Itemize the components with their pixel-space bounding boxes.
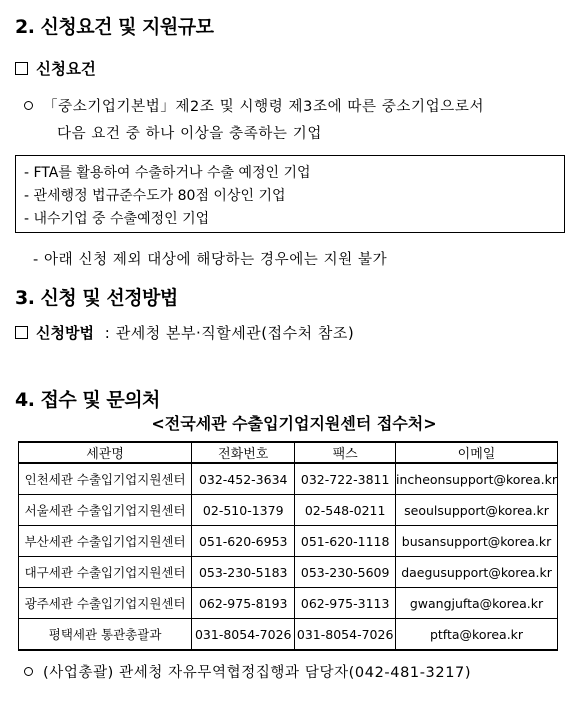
exclusion-note: - 아래 신청 제외 대상에 해당하는 경우에는 지원 불가 — [33, 252, 388, 268]
email: gwangjufta@korea.kr — [396, 588, 558, 619]
fax: 02-548-0211 — [295, 495, 396, 526]
section4-heading: 4. 접수 및 문의처 — [15, 389, 160, 411]
requirement-item: - 관세행정 법규준수도가 80점 이상인 기업 — [24, 188, 286, 204]
column-header: 세관명 — [19, 442, 192, 463]
fax: 062-975-3113 — [295, 588, 396, 619]
table-row — [19, 557, 558, 588]
footer-contact — [24, 661, 471, 682]
method-value: 관세청 본부·직할세관(접수처 참조) — [115, 324, 355, 342]
requirements-intro-line2: 다음 요건 중 하나 이상을 충족하는 기업 — [57, 126, 322, 142]
table-header-row — [19, 442, 558, 463]
office-name: 서울세관 수출입기업지원센터 — [19, 495, 192, 526]
section2-heading: 2. 신청요건 및 지원규모 — [15, 16, 214, 38]
phone: 053-230-5183 — [192, 557, 295, 588]
checkbox-square-icon — [15, 326, 28, 339]
column-header: 팩스 — [295, 442, 396, 463]
circle-bullet-icon — [24, 101, 33, 110]
method-separator: : — [104, 324, 110, 342]
table-row — [19, 463, 558, 495]
intro-line1-text: 「중소기업기본법」제2조 및 시행령 제3조에 따른 중소기업으로서 — [43, 99, 485, 115]
office-name: 대구세관 수출입기업지원센터 — [19, 557, 192, 588]
office-name: 인천세관 수출입기업지원센터 — [19, 463, 192, 495]
email: incheonsupport@korea.kr — [396, 463, 558, 495]
table-row — [19, 619, 558, 651]
fax: 032-722-3811 — [295, 463, 396, 495]
email: seoulsupport@korea.kr — [396, 495, 558, 526]
phone: 031-8054-7026 — [192, 619, 295, 651]
contact-table — [18, 441, 558, 651]
column-header: 전화번호 — [192, 442, 295, 463]
circle-bullet-icon — [24, 667, 33, 676]
table-row — [19, 495, 558, 526]
method-label: 신청방법 — [36, 324, 94, 342]
fax: 051-620-1118 — [295, 526, 396, 557]
table-row — [19, 588, 558, 619]
email: daegusupport@korea.kr — [396, 557, 558, 588]
table-row — [19, 526, 558, 557]
table-title: <전국세관 수출입기업지원센터 접수처> — [151, 414, 437, 433]
office-name: 평택세관 통관총괄과 — [19, 619, 192, 651]
fax: 053-230-5609 — [295, 557, 396, 588]
requirements-title-text: 신청요건 — [36, 60, 96, 78]
email: busansupport@korea.kr — [396, 526, 558, 557]
requirement-item: - FTA를 활용하여 수출하거나 수출 예정인 기업 — [24, 165, 311, 181]
office-name: 광주세관 수출입기업지원센터 — [19, 588, 192, 619]
requirements-title — [15, 57, 96, 79]
phone: 02-510-1379 — [192, 495, 295, 526]
requirement-item: - 내수기업 중 수출예정인 기업 — [24, 211, 210, 227]
fax: 031-8054-7026 — [295, 619, 396, 651]
email: ptfta@korea.kr — [396, 619, 558, 651]
checkbox-square-icon — [15, 62, 28, 75]
phone: 032-452-3634 — [192, 463, 295, 495]
office-name: 부산세관 수출입기업지원센터 — [19, 526, 192, 557]
column-header: 이메일 — [396, 442, 558, 463]
requirements-intro-line1 — [24, 95, 484, 116]
section3-heading: 3. 신청 및 선정방법 — [15, 287, 178, 309]
phone: 051-620-6953 — [192, 526, 295, 557]
phone: 062-975-8193 — [192, 588, 295, 619]
requirements-box — [15, 155, 565, 233]
footer-contact-text: (사업총괄) 관세청 자유무역협정집행과 담당자(042-481-3217) — [43, 665, 472, 681]
application-method — [15, 322, 354, 343]
